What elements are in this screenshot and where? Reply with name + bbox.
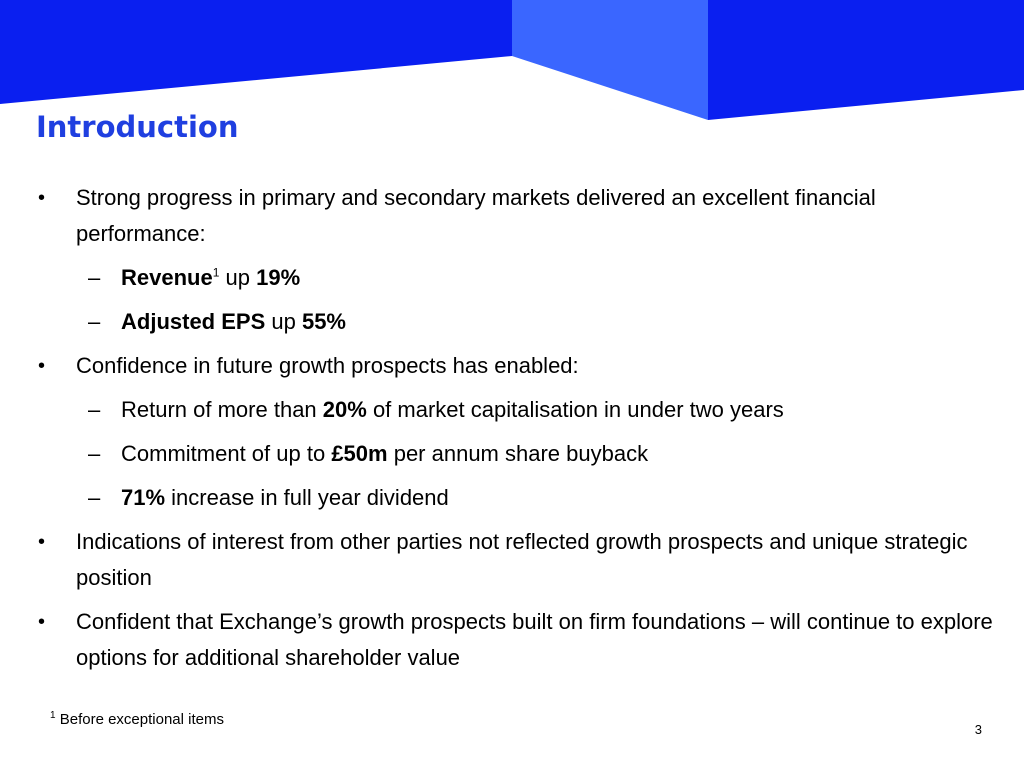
banner-right-shape — [708, 0, 1024, 120]
slide-title: Introduction — [36, 110, 239, 144]
footnote-text: Before exceptional items — [55, 711, 224, 728]
emphasis-text: Adjusted EPS — [121, 309, 266, 334]
header-banner — [0, 0, 1024, 120]
text-run: up — [219, 265, 257, 290]
sub-bullet-item — [34, 260, 994, 296]
bullet-item — [34, 348, 994, 384]
emphasis-text: £50m — [331, 441, 388, 466]
text-run: per annum share buyback — [387, 441, 649, 466]
bullet-item — [34, 524, 994, 596]
text-run: Commitment of up to — [121, 441, 332, 466]
text-run: up — [265, 309, 302, 334]
text-run: of market capitalisation in under two years — [366, 397, 784, 422]
bullet-text — [121, 441, 648, 466]
bullet-item — [34, 180, 994, 252]
bullet-text — [121, 265, 300, 290]
bullet-item — [34, 604, 994, 676]
text-run: Return of more than — [121, 397, 323, 422]
dash-icon: – — [88, 485, 101, 510]
bullet-text — [76, 353, 579, 378]
text-run: Confidence in future growth prospects has enabled: — [76, 353, 579, 378]
banner-middle-shape — [512, 0, 708, 120]
bullet-text — [76, 609, 993, 670]
bullet-list — [34, 180, 994, 684]
sub-bullet-item — [34, 304, 994, 340]
emphasis-text: 55% — [301, 309, 346, 334]
dash-icon: – — [88, 309, 101, 334]
page-number: 3 — [974, 722, 982, 737]
bullet-text — [121, 397, 784, 422]
footnote — [50, 711, 224, 728]
emphasis-text: 71% — [121, 485, 166, 510]
footnote-mark: 1 — [50, 710, 56, 721]
text-run: increase in full year dividend — [165, 485, 449, 510]
sub-bullet-item — [34, 436, 994, 472]
dash-icon: – — [88, 441, 101, 466]
emphasis-text: 20% — [322, 397, 367, 422]
text-run: Strong progress in primary and secondary markets delivered an excellent financial performance: — [76, 185, 876, 246]
text-run: Indications of interest from other parties not reflected growth prospects and unique strategic position — [76, 529, 968, 590]
bullet-text — [121, 485, 449, 510]
emphasis-text: Revenue — [121, 265, 213, 290]
text-run: Confident that Exchange’s growth prospects built on firm foundations – will continue to explore options for additional shareholder value — [76, 609, 993, 670]
bullet-dot-icon: • — [38, 611, 46, 633]
banner-left-shape — [0, 0, 512, 104]
sub-bullet-item — [34, 392, 994, 428]
bullet-dot-icon: • — [38, 531, 46, 553]
bullet-dot-icon: • — [38, 355, 46, 377]
bullet-text — [76, 529, 967, 590]
emphasis-text: 19% — [256, 265, 301, 290]
sub-bullet-item — [34, 480, 994, 516]
footnote-ref: 1 — [212, 265, 220, 280]
bullet-text — [76, 185, 876, 246]
dash-icon: – — [88, 397, 101, 422]
dash-icon: – — [88, 265, 101, 290]
bullet-dot-icon: • — [38, 187, 46, 209]
bullet-text — [121, 309, 346, 334]
